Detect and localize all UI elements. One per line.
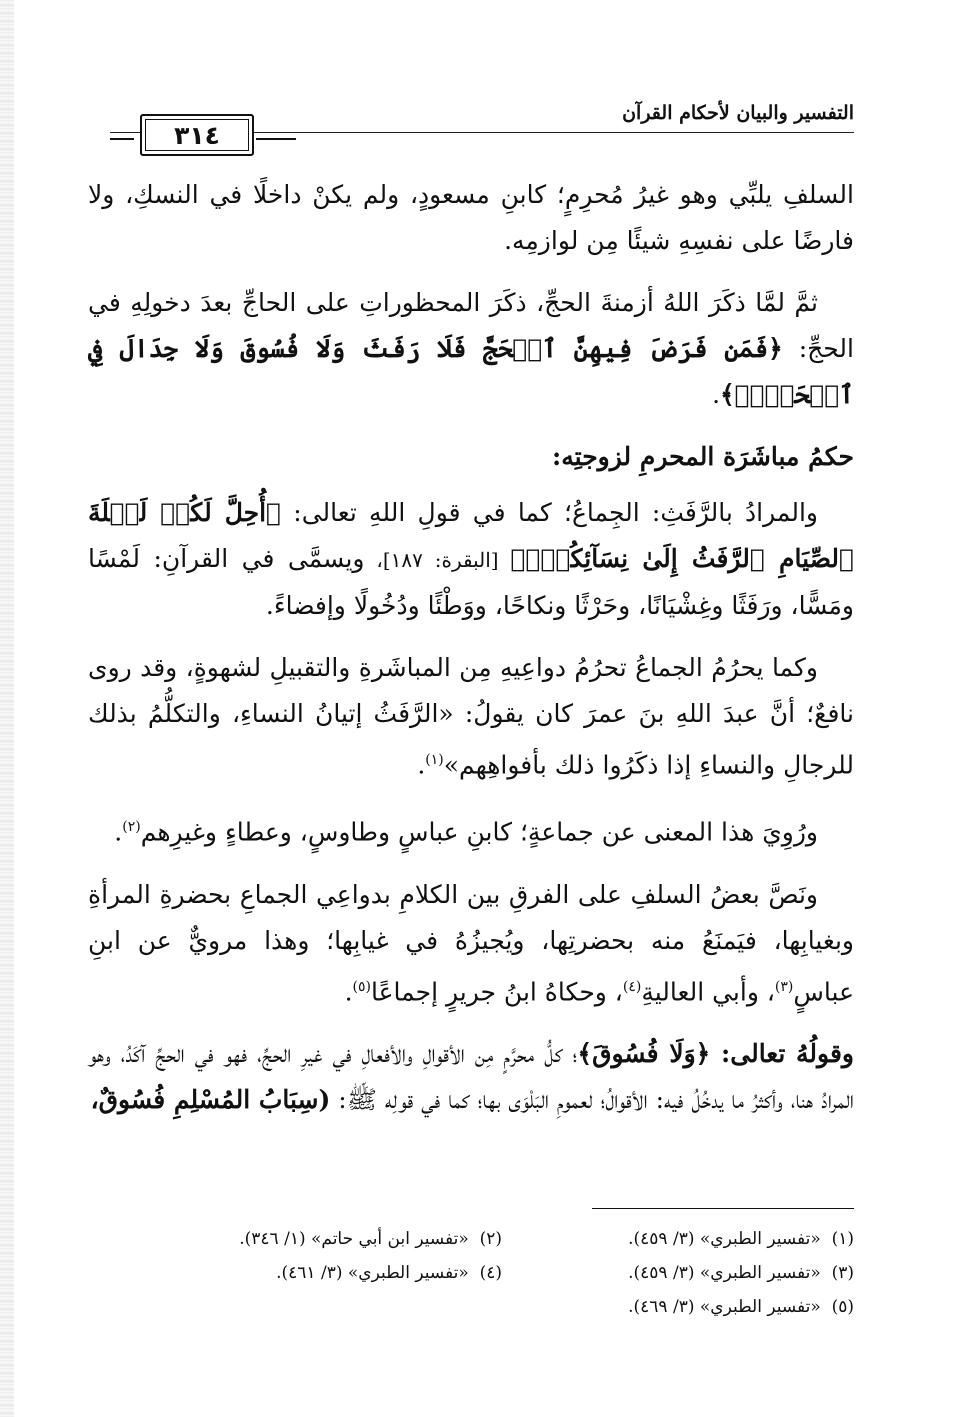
paragraph-7 [88,1031,854,1123]
paragraph-4 [88,645,854,788]
paragraph-2-end: . [712,380,721,409]
paragraph-5 [88,804,854,855]
footnote-text: «تفسير الطبري» (٣/ ٤٥٩). [628,1229,821,1249]
footnote-text: «تفسير ابن أبي حاتم» (١/ ٣٤٦). [239,1229,469,1249]
paragraph-6-text-c: ، وحكاهُ ابنُ جريرٍ إجماعًا [371,976,623,1006]
verse-reference: [البقرة: ١٨٧]، [364,548,511,572]
paragraph-2 [88,280,854,418]
footnote-separator [592,1208,854,1209]
running-title: التفسير والبيان لأحكام القرآن [622,102,854,124]
page-number-dash-right [256,138,296,140]
footnote-ref-1: (١) [425,752,444,768]
footnote-3 [502,1256,854,1290]
page-header [110,98,854,158]
footnote-number: (٣) [831,1263,854,1283]
paragraph-3 [88,490,854,629]
hadith-text: (سِبَابُ المُسْلِمِ فُسُوقٌ، [90,1084,331,1114]
paragraph-3-text: والمرادُ بالرَّفَثِ: الجِماعُ؛ كما في قولِ اللهِ تعالى: [281,498,818,527]
page-number: ٣١٤ [174,120,220,150]
footnote-4 [150,1256,502,1290]
footnote-number: (١) [831,1229,854,1249]
quran-verse: ﴿أُحِلَّ لَكُمۡ لَيۡلَةَ ٱلصِّيَامِ ٱلرَّفَثُ إِلَىٰ نِسَآئِكُمۡۚ﴾ [88,498,854,573]
footnote-row [150,1222,854,1256]
paragraph-6-end: . [344,976,353,1006]
quran-verse: ﴿فَمَن فَرَضَ فِيهِنَّ ٱلۡحَجَّ فَلَا رَفَثَ وَلَا فُسُوقَ وَلَا جِدَالَ فِي ٱلۡحَجِّۗ﴾ [88,334,854,409]
footnote-number: (٤) [479,1263,502,1283]
paragraph-6-text-b: ، وأبي العاليةِ [641,976,775,1006]
scan-edge-artifact [0,0,14,1417]
section-heading: حكمُ مباشَرَة المحرمِ لزوجتِه: [552,442,854,471]
paragraph-7-label: وقولُهُ تعالى: [710,1038,854,1068]
paragraph-3-end: ويسمَّى في القرآنِ: لَمْسًا ومَسًّا، ورَفَثًا وغِشْيَانًا، وحَرْثًا ونكاحًا، ووَطْئًا ودُخُولًا وإفضاءً. [88,544,854,620]
footnote-5 [502,1290,854,1324]
footnote-text: «تفسير الطبري» (٣/ ٤٥٩). [628,1263,821,1283]
footnote-2 [150,1222,502,1256]
footnote-ref-5: (٥) [352,978,372,995]
footnote-row [150,1290,854,1324]
paragraph-4-end: . [417,750,426,780]
footnote-text: «تفسير الطبري» (٣/ ٤٦١). [276,1263,469,1283]
paragraph-5-text: ورُوِيَ هذا المعنى عن جماعةٍ؛ كابنِ عباسٍ وطاوسٍ، وعطاءٍ وغيرِهم [140,817,818,847]
paragraph-1: السلفِ يلبِّي وهو غيرُ مُحرِمٍ؛ كابنِ مسعودٍ، ولم يكنْ داخلًا في النسكِ، ولا فارضًا على نفسِهِ شيئًا مِن لوازمِه. [88,180,854,255]
footnote-ref-4: (٤) [622,978,642,995]
footnote-row [150,1256,854,1290]
paragraph-5-end: . [114,817,123,847]
footnote-ref-3: (٣) [774,978,794,995]
footnote-text: «تفسير الطبري» (٣/ ٤٦٩). [628,1297,821,1317]
footnotes [150,1222,854,1324]
footnote-1 [502,1222,854,1256]
paragraph-2-text: ثمَّ لمَّا ذكَرَ اللهُ أزمنةَ الحجِّ، ذكَرَ المحظوراتِ على الحاجِّ بعدَ دخولِهِ في الحجِّ: [88,288,854,363]
paragraph-6-text-a: ونَصَّ بعضُ السلفِ على الفرقِ بين الكلامِ بدواعِي الجماعِ بحضرةِ المرأةِ وبغيابِها، فيَمنَعُ منه بحضرتِها، ويُجيزُهُ في غيابِها؛ وهذا مرويٌّ عن ابنِ عباسٍ [88,879,854,1006]
quran-verse: ﴿وَلَا فُسُوقَ﴾ [577,1038,711,1068]
footnote-number: (٥) [831,1297,854,1317]
page-number-dash-left [110,138,134,140]
footnote-ref-2: (٢) [122,819,141,836]
main-text [88,172,854,1139]
page-number-frame [140,114,254,156]
paragraph-4-text: وكما يحرُمُ الجماعُ تحرُمُ دواعِيهِ مِن المباشَرةِ والتقبيلِ لشهوةٍ، وقد روى نافعٌ؛ أنَّ عبدَ اللهِ بنَ عمرَ كان يقولُ: «الرَّفَثُ إتيانُ النساءِ، والتكلُّمُ بذلك للرجالِ والنساءِ إذا ذكَرُوا ذلك بأفواهِهم» [88,653,854,780]
paragraph-7-text: ؛ كلُّ محرَّمٍ مِن الأقوالِ والأفعالِ في غيرِ الحجِّ، فهو في الحجِّ آكَدُ، وهو المرادُ هنا، وأكثرُ ما يدخُلُ فيه: الأقوالُ؛ لعمومِ البَلْوَى بها؛ كما في قولِه ﷺ: [88,1038,854,1114]
paragraph-6 [88,872,854,1015]
footnote-number: (٢) [479,1229,502,1249]
